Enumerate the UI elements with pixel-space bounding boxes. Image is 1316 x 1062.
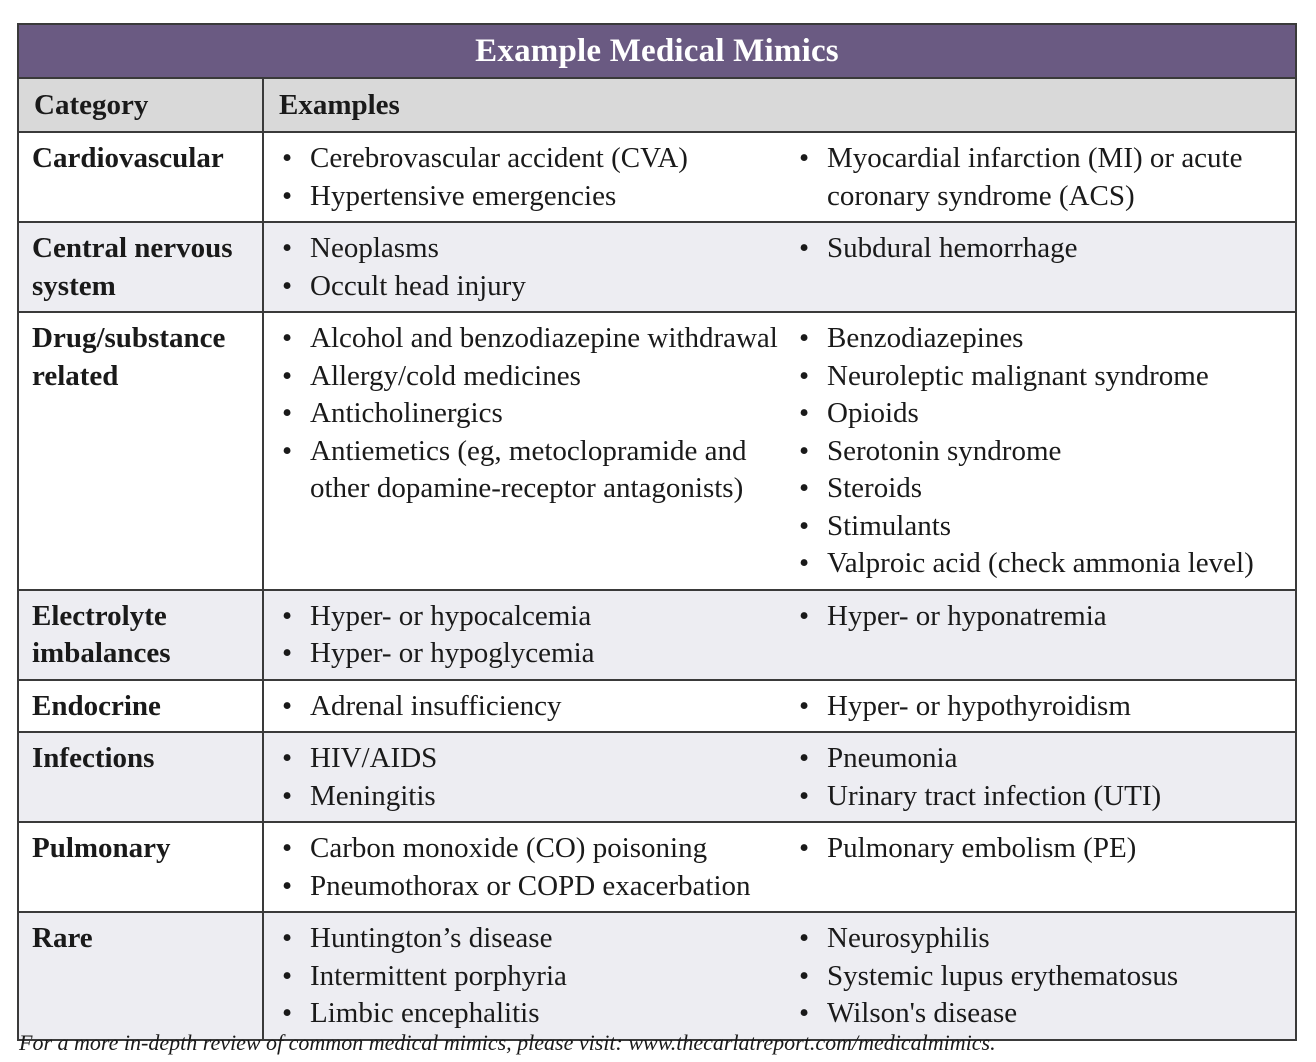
list-item: • Steroids <box>797 470 1287 508</box>
examples-column-right <box>797 740 1287 815</box>
list-item: • Myocardial infarction (MI) or acute coronary syndrome (ACS) <box>797 140 1287 215</box>
examples-cell <box>263 912 1296 1040</box>
examples-column-right <box>797 598 1287 673</box>
list-item: • Carbon monoxide (CO) poisoning <box>280 830 797 868</box>
examples-column-right <box>797 688 1287 726</box>
list-item: • Neuroleptic malignant syndrome <box>797 358 1287 396</box>
table-row-infections <box>18 732 1296 822</box>
list-item: • Pulmonary embolism (PE) <box>797 830 1287 868</box>
footnote: For a more in-depth review of common medical mimics, please visit: www.thecarlatreport.com/medicalmimics. <box>19 1030 996 1055</box>
list-item: • Huntington’s disease <box>280 920 797 958</box>
table-title: Example Medical Mimics <box>18 24 1296 78</box>
category-cell: Drug/substance related <box>18 312 263 590</box>
list-item: • Systemic lupus erythematosus <box>797 958 1287 996</box>
table-row-central-nervous-system <box>18 222 1296 312</box>
examples-column-left <box>280 688 797 726</box>
table-row-cardiovascular <box>18 132 1296 222</box>
examples-column-left <box>280 598 797 673</box>
examples-cell <box>263 312 1296 590</box>
list-item: • Valproic acid (check ammonia level) <box>797 545 1287 583</box>
category-cell: Endocrine <box>18 680 263 733</box>
list-item: • Wilson's disease <box>797 995 1287 1033</box>
examples-cell <box>263 132 1296 222</box>
examples-column-left <box>280 830 797 905</box>
examples-column-right <box>797 140 1287 215</box>
header-category: Category <box>18 78 263 132</box>
examples-column-left <box>280 230 797 305</box>
examples-column-left <box>280 740 797 815</box>
header-examples: Examples <box>263 78 1296 132</box>
list-item: • Meningitis <box>280 778 797 816</box>
list-item: • Neoplasms <box>280 230 797 268</box>
list-item: • Hyper- or hypothyroidism <box>797 688 1287 726</box>
list-item: • Adrenal insufficiency <box>280 688 797 726</box>
list-item: • Urinary tract infection (UTI) <box>797 778 1287 816</box>
category-cell: Infections <box>18 732 263 822</box>
examples-cell <box>263 822 1296 912</box>
list-item: • Subdural hemorrhage <box>797 230 1287 268</box>
list-item: • Alcohol and benzodiazepine withdrawal <box>280 320 797 358</box>
list-item: • Neurosyphilis <box>797 920 1287 958</box>
examples-cell <box>263 680 1296 733</box>
list-item: • Intermittent porphyria <box>280 958 797 996</box>
category-cell: Rare <box>18 912 263 1040</box>
list-item: • Hyper- or hypocalcemia <box>280 598 797 636</box>
category-cell: Central nervous system <box>18 222 263 312</box>
list-item: • Cerebrovascular accident (CVA) <box>280 140 797 178</box>
examples-column-right <box>797 830 1287 905</box>
table-row-rare <box>18 912 1296 1040</box>
list-item: • Serotonin syndrome <box>797 433 1287 471</box>
list-item: • Benzodiazepines <box>797 320 1287 358</box>
list-item: • Hyper- or hypoglycemia <box>280 635 797 673</box>
list-item: • Pneumonia <box>797 740 1287 778</box>
list-item: • Anticholinergics <box>280 395 797 433</box>
list-item: • Antiemetics (eg, metoclopramide and other dopamine-receptor antagonists) <box>280 433 797 508</box>
list-item: • Hypertensive emergencies <box>280 178 797 216</box>
header-row <box>18 78 1296 132</box>
table-row-drug-substance-related <box>18 312 1296 590</box>
table-row-pulmonary <box>18 822 1296 912</box>
table-row-endocrine <box>18 680 1296 733</box>
category-cell: Cardiovascular <box>18 132 263 222</box>
list-item: • Allergy/cold medicines <box>280 358 797 396</box>
category-cell: Pulmonary <box>18 822 263 912</box>
medical-mimics-table <box>17 23 1297 1041</box>
list-item: • Pneumothorax or COPD exacerbation <box>280 868 797 906</box>
examples-column-left <box>280 920 797 1033</box>
list-item: • Stimulants <box>797 508 1287 546</box>
list-item: • Occult head injury <box>280 268 797 306</box>
list-item: • Opioids <box>797 395 1287 433</box>
examples-cell <box>263 222 1296 312</box>
examples-column-left <box>280 140 797 215</box>
examples-cell <box>263 732 1296 822</box>
list-item: • Hyper- or hyponatremia <box>797 598 1287 636</box>
table-row-electrolyte-imbalances <box>18 590 1296 680</box>
examples-column-right <box>797 230 1287 305</box>
examples-cell <box>263 590 1296 680</box>
examples-column-left <box>280 320 797 583</box>
examples-column-right <box>797 920 1287 1033</box>
examples-column-right <box>797 320 1287 583</box>
list-item: • Limbic encephalitis <box>280 995 797 1033</box>
list-item: • HIV/AIDS <box>280 740 797 778</box>
category-cell: Electrolyte imbalances <box>18 590 263 680</box>
